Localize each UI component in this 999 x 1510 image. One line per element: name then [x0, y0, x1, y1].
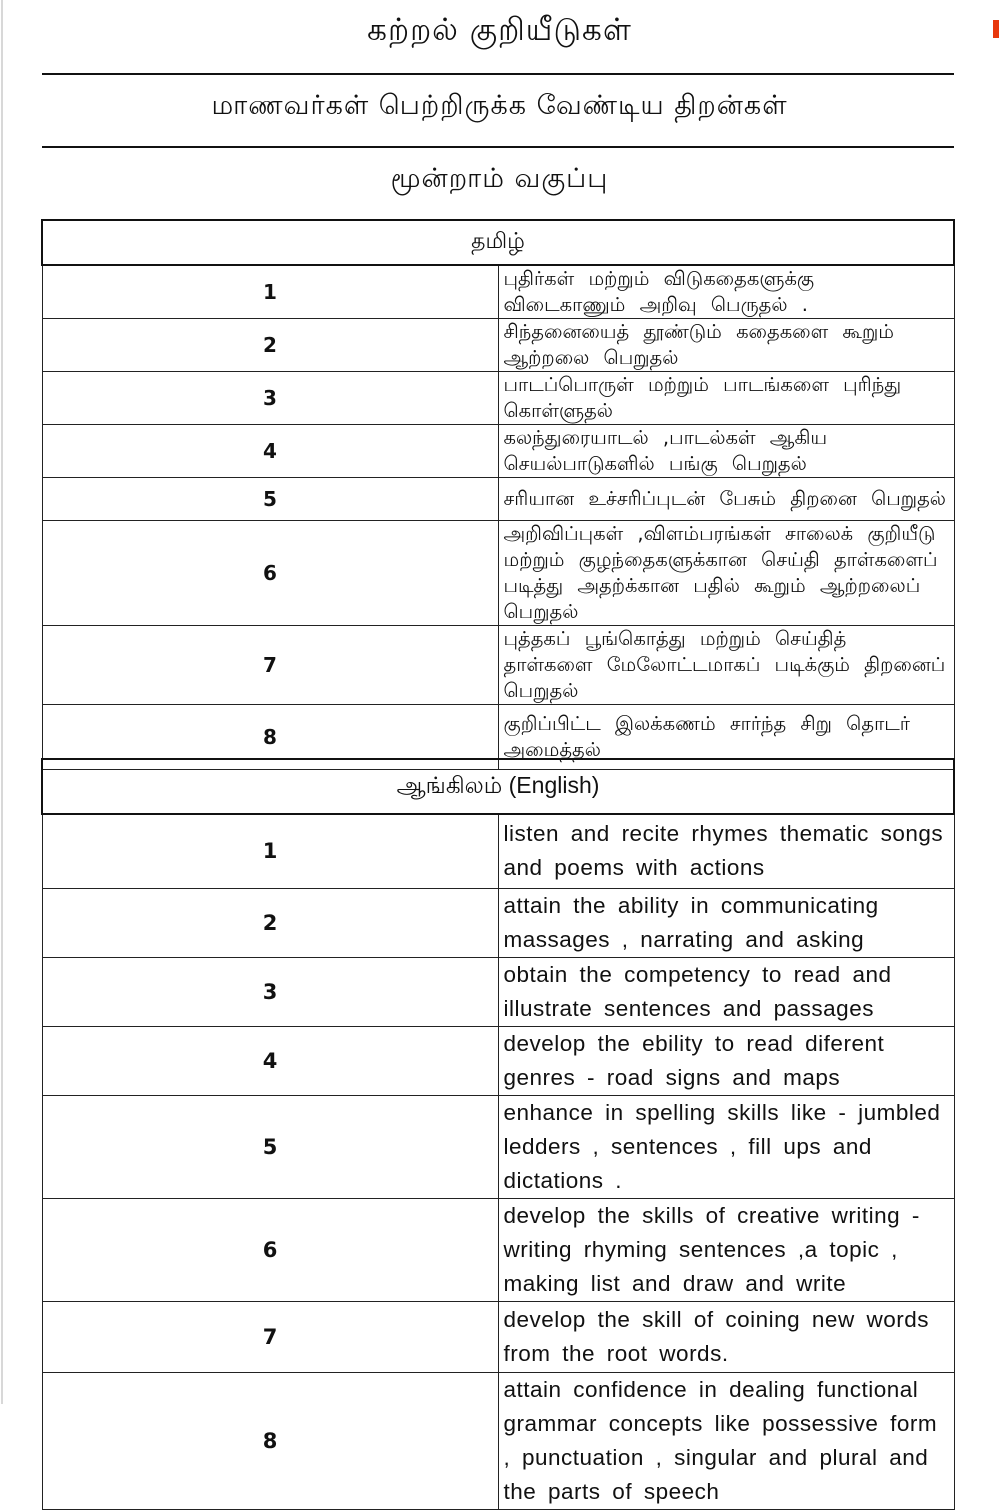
table-row	[42, 372, 954, 425]
row-text: attain the ability in communicating massages , narrating and asking	[498, 888, 954, 957]
row-number: 5	[42, 1095, 498, 1198]
row-number: 7	[42, 626, 498, 705]
table-row	[42, 1372, 954, 1509]
row-text: listen and recite rhymes thematic songs and poems with actions	[498, 814, 954, 888]
row-number: 1	[42, 814, 498, 888]
grade-heading: மூன்றாம் வகுப்பு	[390, 163, 609, 194]
table-row	[42, 478, 954, 521]
row-number: 5	[42, 478, 498, 521]
table-row	[42, 888, 954, 957]
page-title: கற்றல் குறியீடுகள்	[367, 12, 632, 48]
row-text: enhance in spelling skills like - jumbled ledders , sentences , fill ups and dictations .	[498, 1095, 954, 1198]
english-table-header: ஆங்கிலம் (English)	[42, 759, 954, 814]
row-number: 4	[42, 425, 498, 478]
row-number: 3	[42, 957, 498, 1026]
row-text: குறிப்பிட்ட இலக்கணம் சார்ந்த சிறு தொடர் அமைத்தல்	[498, 705, 954, 770]
table-row	[42, 425, 954, 478]
divider	[42, 146, 954, 148]
row-number: 2	[42, 319, 498, 372]
row-text: புதிர்கள் மற்றும் விடுகதைகளுக்கு விடைகாணும் அறிவு பெருதல் .	[498, 265, 954, 319]
table-row	[42, 1095, 954, 1198]
table-row	[42, 814, 954, 888]
english-competency-table	[41, 758, 955, 1510]
table-row	[42, 265, 954, 319]
row-text: சிந்தனையைத் தூண்டும் கதைகளை கூறும் ஆற்றலை பெறுதல்	[498, 319, 954, 372]
row-number: 7	[42, 1301, 498, 1372]
table-row	[42, 1301, 954, 1372]
page-edge	[1, 0, 3, 1404]
table-row	[42, 626, 954, 705]
table-row	[42, 521, 954, 626]
table-row	[42, 1026, 954, 1095]
row-text: obtain the competency to read and illustrate sentences and passages	[498, 957, 954, 1026]
page-subtitle: மாணவர்கள் பெற்றிருக்க வேண்டிய திறன்கள்	[211, 90, 788, 121]
row-text: அறிவிப்புகள் ,விளம்பரங்கள் சாலைக் குறியீடு மற்றும் குழந்தைகளுக்கான செய்தி தாள்களைப் படித்து அதற்க்கான பதில் கூறும் ஆற்றலைப் பெறுதல்	[498, 521, 954, 626]
table-row	[42, 319, 954, 372]
row-number: 6	[42, 521, 498, 626]
divider	[42, 73, 954, 75]
row-text: develop the skill of coining new words from the root words.	[498, 1301, 954, 1372]
row-text: develop the skills of creative writing - writing rhyming sentences ,a topic , making list and draw and write	[498, 1198, 954, 1301]
row-text: சரியான உச்சரிப்புடன் பேசும் திறனை பெறுதல்	[498, 478, 954, 521]
row-number: 1	[42, 265, 498, 319]
row-number: 6	[42, 1198, 498, 1301]
row-number: 8	[42, 705, 498, 770]
row-number: 4	[42, 1026, 498, 1095]
row-text: attain confidence in dealing functional grammar concepts like possessive form , punctuation , singular and plural and the parts of speech	[498, 1372, 954, 1509]
table-row	[42, 957, 954, 1026]
row-number: 3	[42, 372, 498, 425]
tamil-competency-table	[41, 219, 955, 770]
row-number: 8	[42, 1372, 498, 1509]
tamil-table-header: தமிழ்	[42, 220, 954, 265]
row-number: 2	[42, 888, 498, 957]
table-row	[42, 1198, 954, 1301]
row-text: பாடப்பொருள் மற்றும் பாடங்களை புரிந்து கொள்ளுதல்	[498, 372, 954, 425]
row-text: develop the ebility to read diferent genres - road signs and maps	[498, 1026, 954, 1095]
row-text: கலந்துரையாடல் ,பாடல்கள் ஆகிய செயல்பாடுகளில் பங்கு பெறுதல்	[498, 425, 954, 478]
row-text: புத்தகப் பூங்கொத்து மற்றும் செய்தித் தாள்களை மேலோட்டமாகப் படிக்கும் திறனைப் பெறுதல்	[498, 626, 954, 705]
